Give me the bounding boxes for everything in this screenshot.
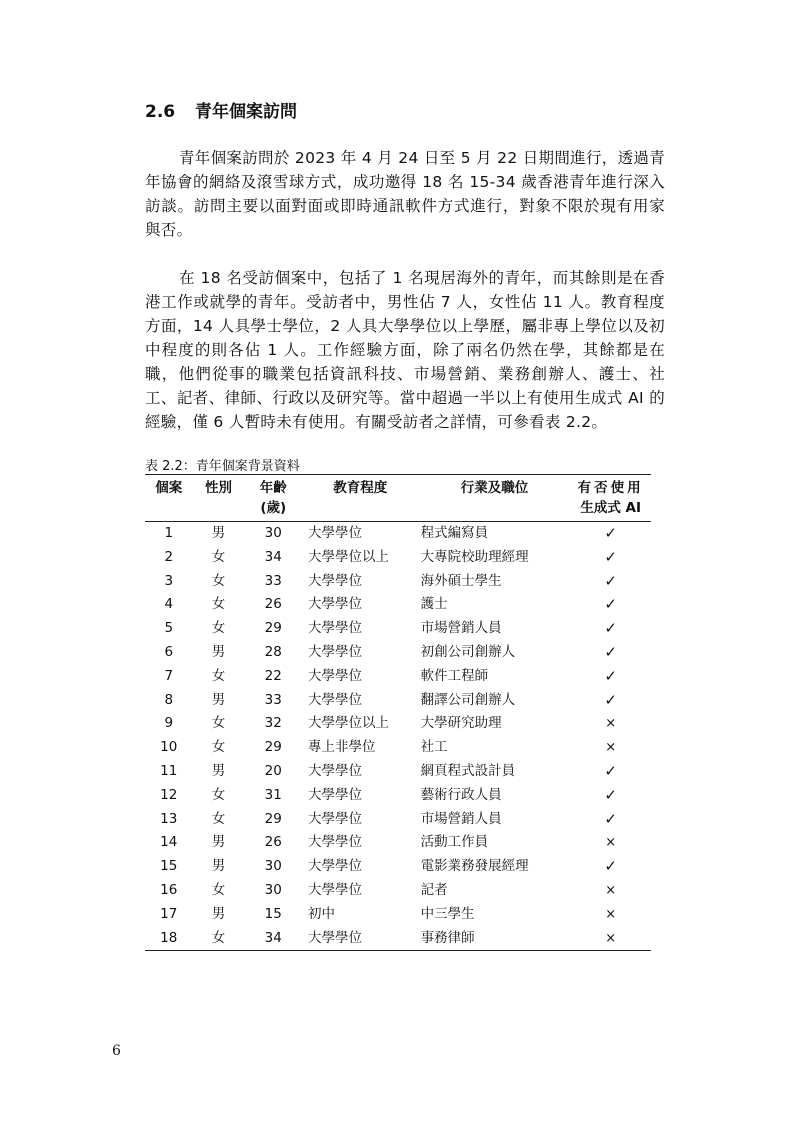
table-row (145, 808, 651, 832)
cell-age: 30 (264, 881, 282, 898)
table-row (145, 736, 651, 760)
cell-id: 12 (160, 786, 178, 803)
header-education: 教育程度 (333, 480, 388, 496)
cell-age: 34 (264, 548, 282, 565)
cell-occupation: 市場營銷人員 (420, 620, 502, 637)
cell-age: 33 (264, 691, 282, 708)
header-occupation: 行業及職位 (460, 480, 529, 496)
table-row (145, 927, 651, 951)
table-row (145, 855, 651, 879)
paragraph-profile: 在 18 名受訪個案中，包括了 1 名現居海外的青年，而其餘則是在香港工作或就學的青年。受訪者中，男性佔 7 人，女性佔 11 人。教育程度方面，14 人具學士學位，2 人具大學學位以上學歷，屬非專上學位以及初中程度的則各佔 1 人。工作經驗方面，除了兩名仍然在學，其餘都是在職，他們從事的職業包括資訊科技、市場營銷、業務創辦人、護士、社工、記者、律師、行政以及研究等。當中超過一半以上有使用生成式 AI 的經驗，僅 6 人暫時未有使用。有關受訪者之詳情，可參看表 2.2。 (145, 269, 665, 431)
cell-sex: 女 (211, 810, 226, 827)
cell-id: 3 (164, 572, 174, 589)
cell-age: 30 (264, 525, 282, 541)
cell-age: 29 (264, 739, 282, 756)
paragraph-intro: 青年個案訪問於 2023 年 4 月 24 日至 5 月 22 日期間進行，透過青年協會的網絡及滾雪球方式，成功邀得 18 名 15-34 歲香港青年進行深入訪談。訪問主要以面對面或即時通訊軟件方式進行，對象不限於現有用家與否。 (145, 149, 665, 239)
table-caption: 表 2.2：青年個案背景資料 (145, 459, 300, 474)
cell-age: 32 (264, 715, 282, 732)
cell-education: 大學學位 (307, 762, 362, 779)
table-row (145, 546, 651, 570)
header-ai-line2: 生成式 AI (580, 500, 642, 516)
section-heading (145, 97, 297, 122)
cell-sex: 男 (211, 834, 226, 851)
header-sex: 性別 (205, 480, 233, 496)
cell-occupation: 電影業務發展經理 (420, 858, 529, 875)
cell-occupation: 社工 (420, 739, 448, 756)
cell-id: 2 (164, 548, 174, 565)
cell-occupation: 市場營銷人員 (420, 810, 502, 827)
cell-id: 5 (164, 620, 174, 637)
cell-id: 4 (164, 596, 174, 613)
cell-id: 15 (160, 858, 178, 875)
cell-education: 專上非學位 (307, 739, 376, 756)
cell-age: 30 (264, 858, 282, 875)
cell-id: 6 (164, 643, 174, 660)
cell-education: 大學學位 (307, 929, 362, 946)
header-ai-line1: 有否使用 (577, 480, 644, 496)
cell-ai-usage: × (605, 930, 617, 946)
header-id: 個案 (155, 480, 183, 496)
cell-ai-usage: ✓ (604, 619, 617, 638)
cell-sex: 女 (211, 620, 226, 637)
cell-ai-usage: ✓ (604, 809, 617, 828)
cell-id: 17 (160, 905, 178, 922)
cell-id: 9 (164, 715, 174, 732)
cell-education: 初中 (307, 905, 335, 922)
cell-occupation: 軟件工程師 (420, 667, 489, 684)
cell-ai-usage: ✓ (604, 690, 617, 709)
cell-ai-usage: ✓ (604, 524, 617, 542)
table-row (145, 570, 651, 594)
table-row (145, 712, 651, 736)
cell-occupation: 活動工作員 (420, 834, 489, 851)
cell-ai-usage: × (605, 882, 617, 898)
cell-education: 大學學位 (307, 858, 362, 875)
cell-age: 28 (264, 643, 282, 660)
table-row (145, 879, 651, 903)
cell-sex: 女 (211, 739, 226, 756)
table-body (145, 522, 651, 951)
cell-age: 29 (264, 620, 282, 637)
cell-ai-usage: × (605, 835, 617, 851)
table-row (145, 760, 651, 784)
cell-education: 大學學位 (307, 643, 362, 660)
table-row (145, 903, 651, 927)
cell-ai-usage: ✓ (604, 666, 617, 685)
cell-id: 10 (160, 739, 178, 756)
cell-education: 大學學位 (307, 620, 362, 637)
cell-education: 大學學位 (307, 810, 362, 827)
cell-education: 大學學位 (307, 667, 362, 684)
cell-age: 29 (264, 810, 282, 827)
cell-age: 20 (264, 762, 282, 779)
cell-occupation: 記者 (420, 881, 448, 898)
cell-education: 大學學位 (307, 691, 362, 708)
header-age-line2: (歲) (260, 500, 287, 516)
cell-ai-usage: × (605, 740, 617, 756)
table-row (145, 593, 651, 617)
cell-id: 7 (164, 667, 174, 684)
table-row (145, 784, 651, 808)
cell-occupation: 藝術行政人員 (420, 786, 502, 803)
section-title: 青年個案訪問 (195, 102, 297, 122)
cell-ai-usage: ✓ (604, 857, 617, 876)
header-age-line1: 年齡 (259, 480, 287, 496)
cell-education: 大學學位 (307, 572, 362, 589)
cell-age: 26 (264, 834, 282, 851)
cell-ai-usage: ✓ (604, 642, 617, 661)
cell-id: 8 (164, 691, 174, 708)
table-row (145, 831, 651, 855)
cell-age: 15 (264, 905, 282, 922)
cell-occupation: 事務律師 (420, 929, 475, 946)
cell-ai-usage: ✓ (604, 761, 617, 780)
cell-age: 33 (264, 572, 282, 589)
cell-age: 31 (264, 786, 282, 803)
cell-sex: 男 (211, 858, 226, 875)
cell-sex: 女 (211, 572, 226, 589)
cell-occupation: 翻譯公司創辦人 (420, 691, 516, 708)
cell-ai-usage: ✓ (604, 547, 617, 566)
cell-occupation: 程式編寫員 (420, 525, 489, 541)
cell-age: 34 (264, 929, 282, 946)
cell-occupation: 初創公司創辦人 (420, 643, 516, 660)
table-row (145, 665, 651, 689)
cell-education: 大學學位 (307, 525, 362, 541)
cell-occupation: 海外碩士學生 (420, 572, 502, 589)
cell-sex: 女 (211, 929, 226, 946)
cell-sex: 男 (211, 643, 226, 660)
cell-education: 大學學位以上 (307, 548, 389, 565)
cell-id: 16 (160, 881, 178, 898)
cell-education: 大學學位 (307, 834, 362, 851)
table-row (145, 617, 651, 641)
cell-sex: 男 (211, 525, 226, 541)
cell-occupation: 護士 (420, 596, 448, 613)
cell-occupation: 中三學生 (420, 905, 475, 922)
cell-id: 13 (160, 810, 178, 827)
cell-sex: 男 (211, 691, 226, 708)
table-row (145, 522, 651, 546)
cell-sex: 男 (211, 762, 226, 779)
cell-occupation: 大學研究助理 (420, 715, 502, 732)
cell-ai-usage: × (605, 906, 617, 922)
cell-ai-usage: ✓ (604, 571, 617, 590)
cell-id: 1 (164, 525, 174, 541)
cell-id: 14 (160, 834, 178, 851)
cell-ai-usage: × (605, 716, 617, 732)
page-number: 6 (112, 1043, 121, 1059)
cell-sex: 女 (211, 715, 226, 732)
table-row (145, 689, 651, 713)
table-row (145, 641, 651, 665)
cell-sex: 女 (211, 786, 226, 803)
cell-age: 26 (264, 596, 282, 613)
cell-occupation: 大專院校助理經理 (420, 548, 529, 565)
respondent-table (145, 474, 651, 951)
cell-education: 大學學位 (307, 881, 362, 898)
cell-education: 大學學位 (307, 786, 362, 803)
cell-sex: 女 (211, 596, 226, 613)
cell-sex: 女 (211, 548, 226, 565)
table-header (145, 475, 651, 522)
cell-ai-usage: ✓ (604, 785, 617, 804)
cell-occupation: 網頁程式設計員 (420, 762, 516, 779)
cell-age: 22 (264, 667, 282, 684)
cell-education: 大學學位以上 (307, 715, 389, 732)
cell-education: 大學學位 (307, 596, 362, 613)
cell-sex: 男 (211, 905, 226, 922)
cell-sex: 女 (211, 667, 226, 684)
header-ai-usage (570, 475, 651, 522)
section-number: 2.6 (145, 102, 176, 122)
cell-id: 18 (160, 929, 178, 946)
cell-ai-usage: ✓ (604, 595, 617, 614)
header-age (245, 475, 302, 522)
cell-id: 11 (160, 762, 178, 779)
cell-sex: 女 (211, 881, 226, 898)
